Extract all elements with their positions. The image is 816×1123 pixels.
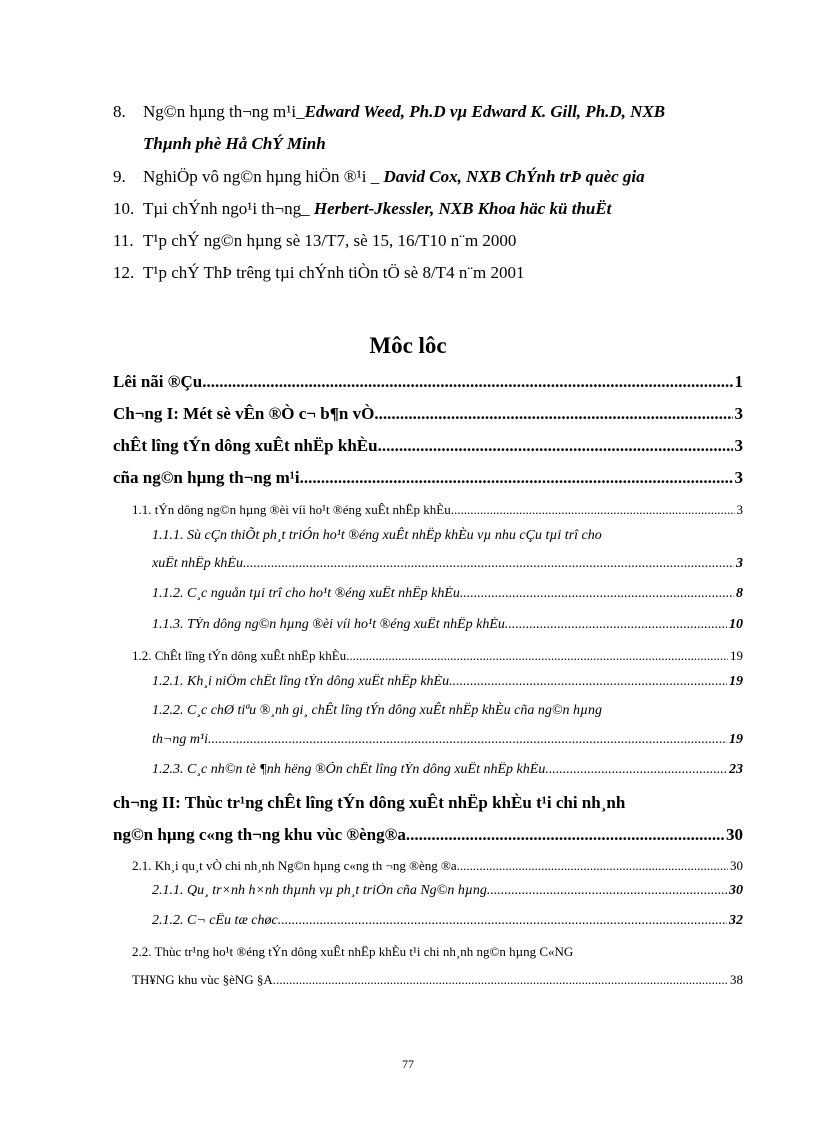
toc-entry-text: 1.2.2. C¸c chØ tiªu ®¸nh gi¸ chÊt lîng tÝn dông xuÊt nhËp khÈu cña ng©n hµng	[152, 703, 603, 718]
toc-leader	[346, 648, 728, 664]
toc-leader	[505, 617, 727, 633]
reference-item: 8. Ng©n hµng th¬ng m¹i_Edward Weed, Ph.D vµ Edward K. Gill, Ph.D, NXB	[113, 102, 666, 121]
toc-entry-text: 2.2. Thùc tr¹ng ho¹t ®éng tÝn dông xuÊt nhËp khÈu t¹i chi nh¸nh ng©n hµng C«NG	[132, 944, 574, 959]
toc-leader	[243, 556, 734, 572]
toc-entry: 2.1.1. Qu¸ tr×nh h×nh thµnh vµ ph¸t triÓn cña Ng©n hµng. ..... 30	[152, 883, 743, 899]
toc-entry: 1.2. ChÊt lîng tÝn dông xuÊt nhËp khÈu ..... 19	[132, 648, 743, 664]
toc-entry: 1.2.3. C¸c nh©n tè ¶nh hëng ®Õn chÊt lîng tÝn dông xuÊt nhËp khÈu ..... 23	[152, 762, 743, 778]
toc-entry: 2.1.2. C¬ cÊu tæ chøc ..... 32	[152, 913, 743, 929]
toc-entry: xuÊt nhËp khÈu ..... 3	[152, 556, 743, 572]
toc-leader	[374, 404, 732, 424]
toc-leader	[490, 883, 727, 899]
toc-title: Môc lôc	[369, 333, 447, 358]
toc-leader	[460, 586, 734, 602]
toc-leader	[449, 674, 727, 690]
toc-entry: cña ng©n hµng th¬ng m¹i ..... 3	[113, 468, 743, 488]
reference-continuation: Thµnh phè Hå ChÝ Minh	[143, 134, 326, 153]
toc-leader	[276, 972, 728, 988]
page-number: 77	[402, 1057, 414, 1071]
toc-leader	[451, 502, 735, 518]
toc-entry: 1.2.1. Kh¸i niÖm chÊt lîng tÝn dông xuÊt nhËp khÈu ..... 19	[152, 674, 743, 690]
toc-entry-text: ch¬ng II: Thùc tr¹ng chÊt lîng tÝn dông xuÊt nhËp khÈu t¹i chi nh¸nh	[113, 793, 626, 812]
reference-item: 11. T¹p chÝ ng©n hµng sè 13/T7, sè 15, 16/T10 n¨m 2000	[113, 231, 517, 250]
toc-entry: Ch¬ng I: Mét sè vÊn ®Ò c¬ b¶n vÒ ..... 3	[113, 404, 743, 424]
toc-leader	[202, 372, 732, 392]
toc-entry: TH¥NG khu vùc §èNG §A. ..... 38	[132, 972, 743, 988]
toc-leader	[545, 762, 727, 778]
toc-entry: th¬ng m¹i ..... 19	[152, 732, 743, 748]
toc-leader	[457, 858, 728, 874]
reference-item: 10. Tµi chÝnh ngo¹i th¬ng_ Herbert-Jkessler, NXB Khoa häc kü thuËt	[113, 199, 612, 218]
reference-item: 9. NghiÖp vô ng©n hµng hiÖn ®¹i _ David Cox, NXB ChÝnh trÞ quèc gia	[113, 167, 645, 186]
toc-entry: chÊt lîng tÝn dông xuÊt nhËp khÈu ..... 3	[113, 436, 743, 456]
toc-leader	[300, 468, 733, 488]
toc-entry: Lêi nãi ®Çu ..... 1	[113, 372, 743, 392]
toc-entry-text: 1.1.1. Sù cÇn thiÕt ph¸t triÓn ho¹t ®éng xuÊt nhËp khÈu vµ nhu cÇu tµi trî cho	[152, 528, 602, 543]
toc-leader	[208, 732, 727, 748]
toc-entry: 1.1.2. C¸c nguån tµi trî cho ho¹t ®éng xuÊt nhËp khÈu ..... 8	[152, 586, 743, 602]
reference-item: 12. T¹p chÝ ThÞ trêng tµi chÝnh tiÒn tÖ sè 8/T4 n¨m 2001	[113, 263, 525, 282]
toc-leader	[278, 913, 727, 929]
toc-entry: 2.1. Kh¸i qu¸t vÒ chi nh¸nh Ng©n hµng c«ng th ¬ng ®èng ®a ..... 30	[132, 858, 743, 874]
toc-entry: ng©n hµng c«ng th¬ng khu vùc ®èng®a ..... 30	[113, 825, 743, 845]
toc-leader	[378, 436, 733, 456]
toc-entry: 1.1.3. TÝn dông ng©n hµng ®èi víi ho¹t ®éng xuÊt nhËp khÈu ..... 10	[152, 617, 743, 633]
toc-leader	[406, 825, 724, 845]
toc-entry: 1.1. tÝn dông ng©n hµng ®èi víi ho¹t ®éng xuÊt nhËp khÈu ..... 3	[132, 502, 743, 518]
